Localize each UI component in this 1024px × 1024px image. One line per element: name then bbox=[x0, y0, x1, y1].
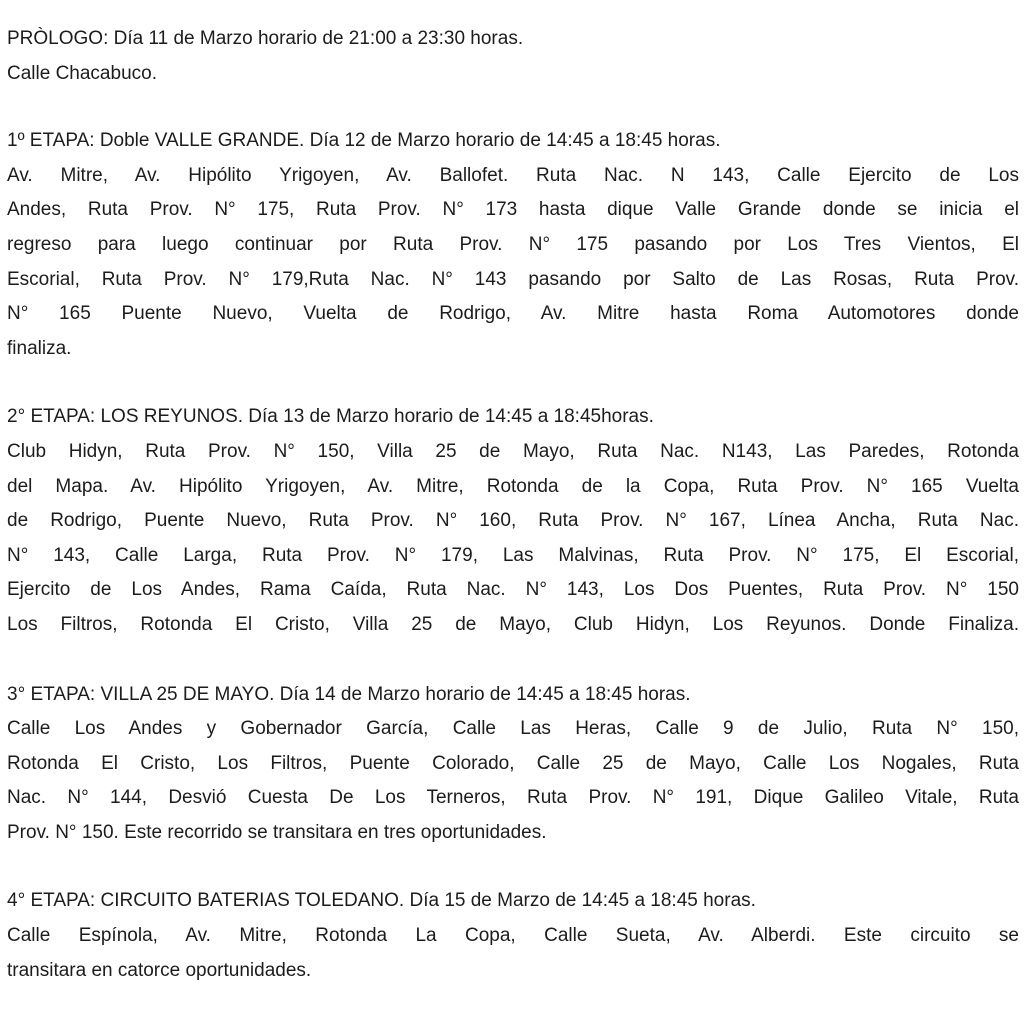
section-etapa-3 bbox=[7, 678, 1019, 851]
paragraph-line: regreso para luego continuar por Ruta Prov. N° 175 pasando por Los Tres Vientos, El bbox=[7, 233, 1019, 255]
paragraph-line: transitara en catorce oportunidades. bbox=[7, 959, 312, 981]
section-heading: 2° ETAPA: LOS REYUNOS. Día 13 de Marzo horario de 14:45 a 18:45horas. bbox=[7, 406, 654, 428]
paragraph-line: N° 143, Calle Larga, Ruta Prov. N° 179, Las Malvinas, Ruta Prov. N° 175, El Escorial, bbox=[7, 544, 1019, 566]
section-prologo bbox=[7, 22, 1019, 91]
section-etapa-4 bbox=[7, 884, 1019, 988]
section-heading: 3° ETAPA: VILLA 25 DE MAYO. Día 14 de Marzo horario de 14:45 a 18:45 horas. bbox=[7, 683, 691, 705]
paragraph-line: Calle Chacabuco. bbox=[7, 62, 157, 84]
paragraph-line: del Mapa. Av. Hipólito Yrigoyen, Av. Mitre, Rotonda de la Copa, Ruta Prov. N° 165 Vuelta bbox=[7, 475, 1019, 497]
paragraph-line: Prov. N° 150. Este recorrido se transitara en tres oportunidades. bbox=[7, 821, 547, 843]
paragraph-line: Ejercito de Los Andes, Rama Caída, Ruta Nac. N° 143, Los Dos Puentes, Ruta Prov. N° 150 bbox=[7, 579, 1019, 601]
section-etapa-1 bbox=[7, 124, 1019, 366]
paragraph-line: N° 165 Puente Nuevo, Vuelta de Rodrigo, Av. Mitre hasta Roma Automotores donde bbox=[7, 303, 1019, 325]
paragraph-line: Nac. N° 144, Desvió Cuesta De Los Terneros, Ruta Prov. N° 191, Dique Galileo Vitale, Ruta bbox=[7, 787, 1019, 809]
document-body bbox=[7, 22, 1019, 1022]
paragraph-line: Rotonda El Cristo, Los Filtros, Puente Colorado, Calle 25 de Mayo, Calle Los Nogales, Ruta bbox=[7, 752, 1019, 774]
section-heading: 1º ETAPA: Doble VALLE GRANDE. Día 12 de Marzo horario de 14:45 a 18:45 horas. bbox=[7, 130, 721, 152]
paragraph-line: Andes, Ruta Prov. N° 175, Ruta Prov. N° 173 hasta dique Valle Grande donde se inicia el bbox=[7, 199, 1019, 221]
paragraph-line: de Rodrigo, Puente Nuevo, Ruta Prov. N° 160, Ruta Prov. N° 167, Línea Ancha, Ruta Nac. bbox=[7, 510, 1019, 532]
paragraph-line: Los Filtros, Rotonda El Cristo, Villa 25 de Mayo, Club Hidyn, Los Reyunos. Donde Finaliza. bbox=[7, 613, 1019, 635]
paragraph-line: Club Hidyn, Ruta Prov. N° 150, Villa 25 de Mayo, Ruta Nac. N143, Las Paredes, Rotonda bbox=[7, 440, 1019, 462]
paragraph-line: Calle Los Andes y Gobernador García, Calle Las Heras, Calle 9 de Julio, Ruta N° 150, bbox=[7, 718, 1019, 740]
section-heading: PRÒLOGO: Día 11 de Marzo horario de 21:00 a 23:30 horas. bbox=[7, 28, 524, 49]
paragraph-line: Calle Espínola, Av. Mitre, Rotonda La Copa, Calle Sueta, Av. Alberdi. Este circuito se bbox=[7, 925, 1019, 947]
paragraph-line: Av. Mitre, Av. Hipólito Yrigoyen, Av. Ballofet. Ruta Nac. N 143, Calle Ejercito de Los bbox=[7, 164, 1019, 186]
paragraph-line: finaliza. bbox=[7, 337, 72, 359]
section-etapa-2 bbox=[7, 400, 1019, 642]
section-heading: 4° ETAPA: CIRCUITO BATERIAS TOLEDANO. Día 15 de Marzo de 14:45 a 18:45 horas. bbox=[7, 890, 756, 912]
paragraph-line: Escorial, Ruta Prov. N° 179,Ruta Nac. N° 143 pasando por Salto de Las Rosas, Ruta Prov. bbox=[7, 268, 1019, 290]
